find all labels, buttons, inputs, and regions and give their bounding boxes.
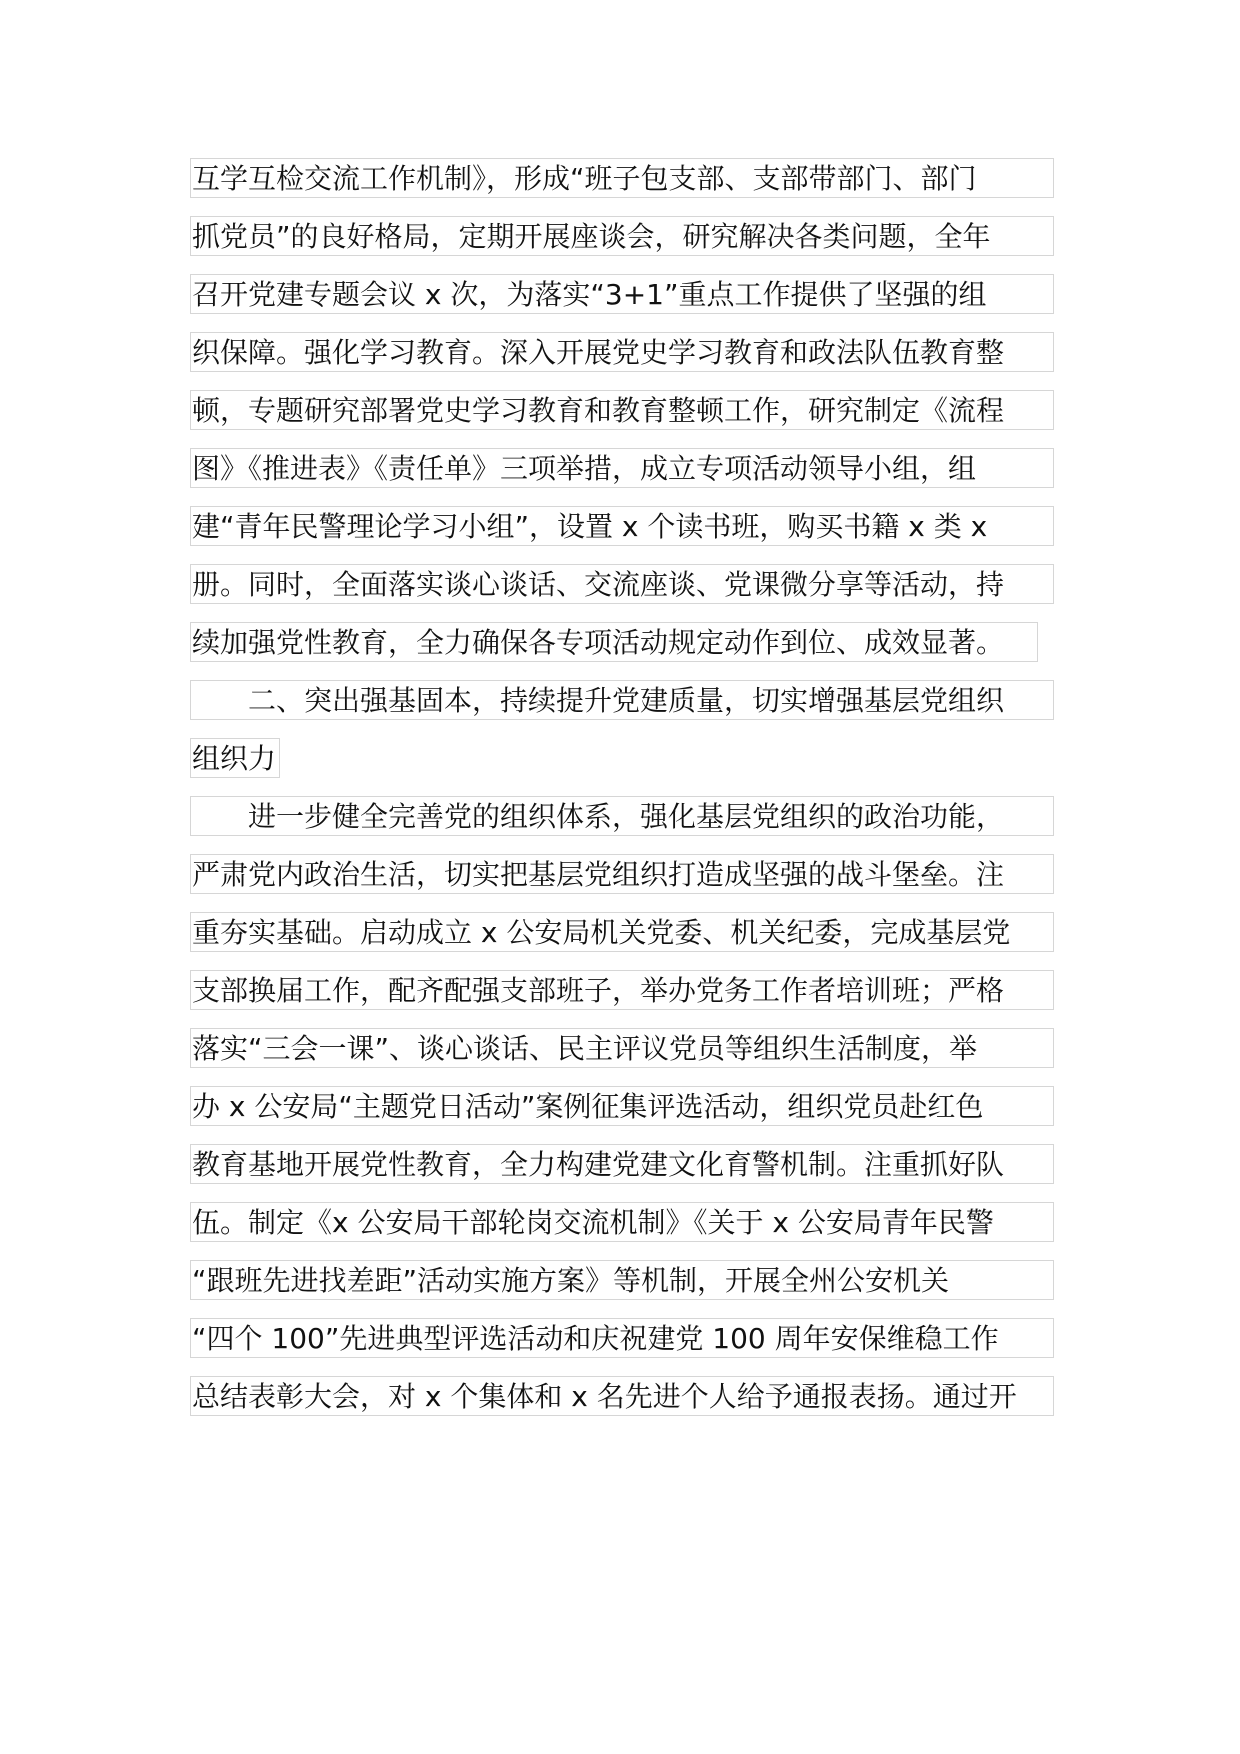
section-heading-line: 二、突出强基固本，持续提升党建质量，切实增强基层党组织 [190,680,1054,720]
text-line: 总结表彰大会，对 x 个集体和 x 名先进个人给予通报表扬。通过开 [190,1376,1054,1416]
text-line: 图》《推进表》《责任单》三项举措，成立专项活动领导小组，组 [190,448,1054,488]
text-line: 支部换届工作，配齐配强支部班子，举办党务工作者培训班；严格 [190,970,1054,1010]
text-line: 重夯实基础。启动成立 x 公安局机关党委、机关纪委，完成基层党 [190,912,1054,952]
text-line: 办 x 公安局“主题党日活动”案例征集评选活动，组织党员赴红色 [190,1086,1054,1126]
text-line: “跟班先进找差距”活动实施方案》等机制，开展全州公安机关 [190,1260,1054,1300]
text-line: 册。同时，全面落实谈心谈话、交流座谈、党课微分享等活动，持 [190,564,1054,604]
section-heading-line: 组织力 [190,738,280,778]
text-line: 织保障。强化学习教育。深入开展党史学习教育和政法队伍教育整 [190,332,1054,372]
text-line: 续加强党性教育，全力确保各专项活动规定动作到位、成效显著。 [190,622,1038,662]
text-line: 严肃党内政治生活，切实把基层党组织打造成坚强的战斗堡垒。注 [190,854,1054,894]
text-line: 抓党员”的良好格局，定期开展座谈会，研究解决各类问题，全年 [190,216,1054,256]
text-line: 教育基地开展党性教育，全力构建党建文化育警机制。注重抓好队 [190,1144,1054,1184]
text-line: 建“青年民警理论学习小组”，设置 x 个读书班，购买书籍 x 类 x [190,506,1054,546]
text-line: 召开党建专题会议 x 次，为落实“3+1”重点工作提供了坚强的组 [190,274,1054,314]
text-line: 进一步健全完善党的组织体系，强化基层党组织的政治功能， [190,796,1054,836]
text-line: 顿，专题研究部署党史学习教育和教育整顿工作，研究制定《流程 [190,390,1054,430]
text-line: 互学互检交流工作机制》，形成“班子包支部、支部带部门、部门 [190,158,1054,198]
text-line: “四个 100”先进典型评选活动和庆祝建党 100 周年安保维稳工作 [190,1318,1054,1358]
text-line: 落实“三会一课”、谈心谈话、民主评议党员等组织生活制度，举 [190,1028,1054,1068]
text-line: 伍。制定《x 公安局干部轮岗交流机制》《关于 x 公安局青年民警 [190,1202,1054,1242]
